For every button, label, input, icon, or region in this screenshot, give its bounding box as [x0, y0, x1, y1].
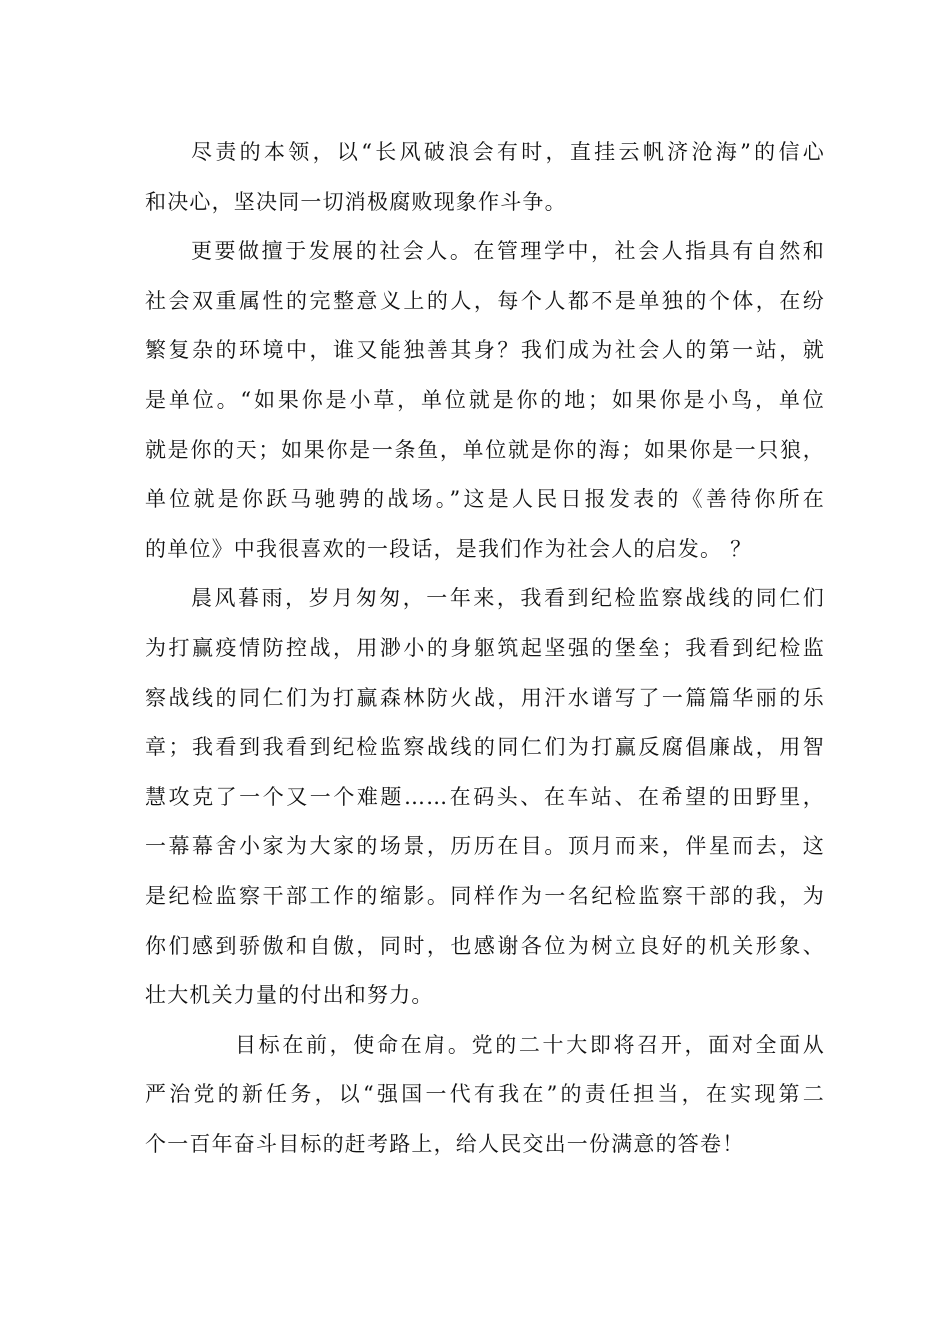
text-line: 是纪检监察干部工作的缩影。同样作为一名纪检监察干部的我，为 [145, 883, 825, 908]
text-line: 个一百年奋斗目标的赶考路上，给人民交出一份满意的答卷！ [145, 1131, 745, 1156]
text-line: 察战线的同仁们为打赢森林防火战，用汗水谱写了一篇篇华丽的乐 [145, 685, 825, 710]
text-line: 尽责的本领，以“长风破浪会有时，直挂云帆济沧海”的信心 [191, 140, 825, 164]
text-line: 和决心，坚决同一切消极腐败现象作斗争。 [145, 189, 567, 214]
text-line: 慧攻克了一个又一个难题……在码头、在车站、在希望的田野里， [145, 784, 825, 809]
text-line: 为打赢疫情防控战，用渺小的身躯筑起坚强的堡垒；我看到纪检监 [145, 635, 825, 660]
body-text [145, 128, 825, 1169]
text-line: 严治党的新任务，以“强国一代有我在”的责任担当，在实现第二 [145, 1082, 825, 1107]
text-line: 繁复杂的环境中，谁又能独善其身？我们成为社会人的第一站，就 [145, 338, 825, 363]
text-line: 的单位》中我很喜欢的一段话，是我们作为社会人的启发。 ？ [145, 536, 753, 561]
text-line: 目标在前，使命在肩。党的二十大即将召开，面对全面从 [235, 1032, 825, 1057]
text-line: 壮大机关力量的付出和努力。 [145, 983, 434, 1008]
text-line: 章；我看到我看到纪检监察战线的同仁们为打赢反腐倡廉战，用智 [145, 735, 825, 760]
text-line: 社会双重属性的完整意义上的人，每个人都不是单独的个体，在纷 [145, 288, 825, 313]
text-line: 是单位。“如果你是小草，单位就是你的地；如果你是小鸟，单位 [145, 387, 825, 412]
text-line: 晨风暮雨，岁月匆匆，一年来，我看到纪检监察战线的同仁们 [191, 586, 825, 611]
text-line: 你们感到骄傲和自傲，同时，也感谢各位为树立良好的机关形象、 [145, 933, 825, 958]
text-line: 一幕幕舍小家为大家的场景，历历在目。顶月而来，伴星而去，这 [145, 834, 825, 859]
text-line: 就是你的天；如果你是一条鱼，单位就是你的海；如果你是一只狼， [145, 437, 825, 462]
text-line: 更要做擅于发展的社会人。在管理学中，社会人指具有自然和 [191, 239, 825, 264]
text-line: 单位就是你跃马驰骋的战场。”这是人民日报发表的《善待你所在 [145, 487, 825, 512]
